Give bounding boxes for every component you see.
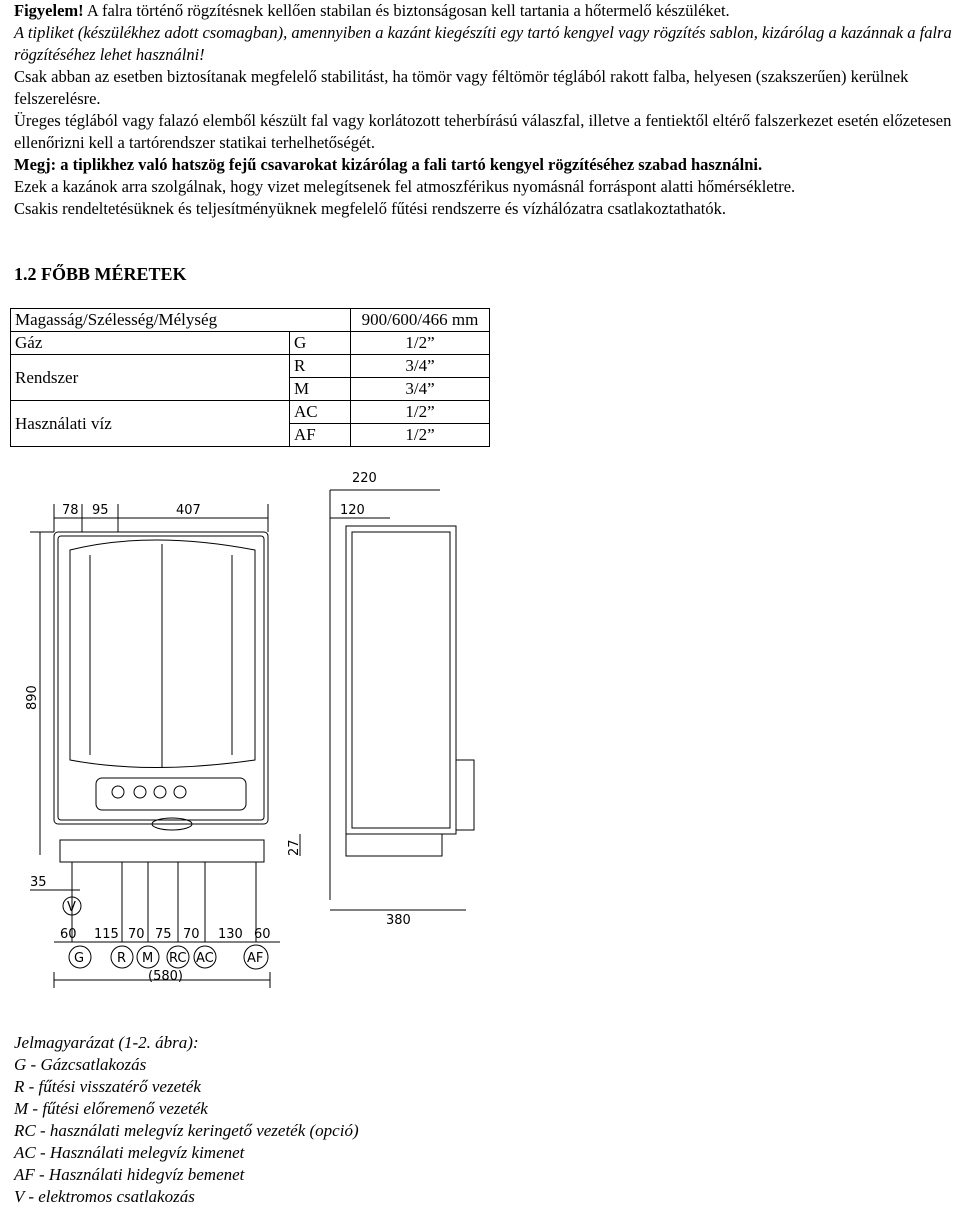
dimensions-table [10, 308, 490, 447]
bottom-dim-label: 130 [218, 927, 243, 942]
connector-label-m: M [142, 951, 154, 966]
connector-label-r: R [117, 951, 127, 966]
connection-paragraph: Csakis rendeltetésüknek és teljesítményüknek megfelelő fűtési rendszerre és vízhálózatra csatlakoztathatók. [14, 199, 726, 218]
dim-380-label: 380 [386, 913, 411, 928]
front-top-dimensions [54, 503, 268, 532]
table-cell: 1/2” [351, 424, 490, 447]
front-view [54, 532, 268, 862]
table-row [11, 309, 490, 332]
legend-item: R - fűtési visszatérő vezeték [14, 1077, 201, 1096]
table-cell: G [290, 332, 351, 355]
legend-item: M - fűtési előremenő vezeték [14, 1099, 208, 1118]
legend-item: RC - használati melegvíz keringető vezeték (opció) [14, 1121, 359, 1140]
table-cell: 1/2” [351, 401, 490, 424]
legend-item: G - Gázcsatlakozás [14, 1055, 147, 1074]
legend-item: AC - Használati melegvíz kimenet [14, 1143, 245, 1162]
height-dimension [25, 532, 80, 890]
bottom-dim-label: 60 [254, 927, 271, 942]
connector-label-rc: RC [169, 951, 187, 966]
table-cell: AC [290, 401, 351, 424]
dim-120-label: 120 [340, 503, 365, 518]
side-view [287, 471, 474, 928]
warning-label: Figyelem! [14, 1, 84, 20]
table-cell: Gáz [11, 332, 290, 355]
table-cell: Magasság/Szélesség/Mélység [11, 309, 351, 332]
table-row [11, 355, 490, 378]
table-cell: 900/600/466 mm [351, 309, 490, 332]
total-width-label: (580) [148, 969, 183, 984]
dim-35-label: 35 [30, 875, 47, 890]
dim-220-label: 220 [352, 471, 377, 486]
connector-label-g: G [74, 951, 85, 966]
warning-paragraph [14, 0, 954, 22]
table-cell: 3/4” [351, 355, 490, 378]
bottom-dim-label: 75 [155, 927, 172, 942]
bottom-dim-label: 60 [60, 927, 77, 942]
table-cell: R [290, 355, 351, 378]
table-row [11, 401, 490, 424]
table-cell: Használati víz [11, 401, 290, 447]
table-cell: M [290, 378, 351, 401]
bottom-dim-label: 70 [183, 927, 200, 942]
table-cell: 3/4” [351, 378, 490, 401]
bottom-dimensions [60, 927, 271, 942]
connector-label-af: AF [247, 951, 264, 966]
bottom-dim-label: 115 [94, 927, 119, 942]
table-cell: Rendszer [11, 355, 290, 401]
connector-label-ac: AC [196, 951, 214, 966]
dim-407-label: 407 [176, 503, 201, 518]
dim-78-label: 78 [62, 503, 79, 518]
table-cell: 1/2” [351, 332, 490, 355]
dim-95-label: 95 [92, 503, 109, 518]
warning-text: A falra történő rögzítésnek kellően stabilan és biztonságosan kell tartania a hőtermelő készüléket. [83, 1, 730, 20]
legend-item: V - elektromos csatlakozás [14, 1187, 195, 1206]
section-heading: 1.2 FŐBB MÉRETEK [14, 264, 187, 284]
hollow-wall-paragraph: Üreges téglából vagy falazó elemből készült fal vagy korlátozott teherbírású válaszfal, illetve a fentiektől eltérő falszerkezet esetén előzetesen ellenőrizni kell a tartórendszer statikai terhelhetőségét. [14, 111, 952, 152]
dowel-paragraph: A tipliket (készülékhez adott csomagban), amennyiben a kazánt kiegészíti egy tartó kengyel vagy rögzítés sablon, kizárólag a kazánnak a falra rögzítéséhez lehet használni! [14, 23, 952, 64]
table-cell: AF [290, 424, 351, 447]
purpose-paragraph: Ezek a kazánok arra szolgálnak, hogy vizet melegítsenek fel atmoszférikus nyomásnál forráspont alatti hőmérsékletre. [14, 177, 796, 196]
bottom-dim-label: 70 [128, 927, 145, 942]
legend-title: Jelmagyarázat (1-2. ábra): [14, 1033, 199, 1052]
v-connector-label: V [67, 900, 76, 915]
connector-circles [54, 945, 270, 988]
dim-890-label: 890 [25, 685, 40, 710]
note-paragraph: Megj: a tiplikhez való hatszög fejű csavarokat kizárólag a fali tartó kengyel rögzítéséhez szabad használni. [14, 155, 763, 174]
table-row [11, 332, 490, 355]
dim-27-label: 27 [287, 839, 302, 856]
stability-paragraph: Csak abban az esetben biztosítanak megfelelő stabilitást, ha tömör vagy féltömör téglából rakott falba, helyesen (szakszerűen) kerülnek felszerelésre. [14, 67, 909, 108]
legend-item: AF - Használati hidegvíz bemenet [14, 1165, 245, 1184]
boiler-dimension-drawing [0, 460, 960, 1020]
